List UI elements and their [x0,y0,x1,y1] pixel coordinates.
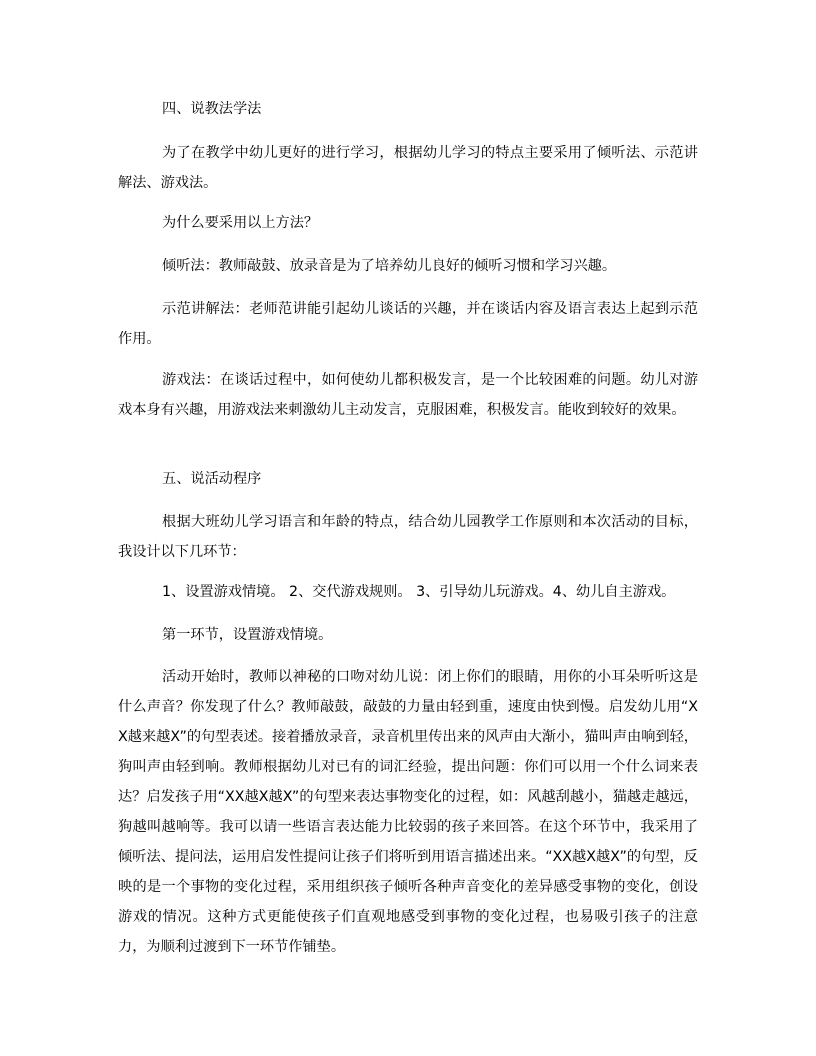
paragraph-game-method: 游戏法：在谈话过程中，如何使幼儿都积极发言，是一个比较困难的问题。幼儿对游戏本身有兴趣，用游戏法来刺激幼儿主动发言，克服困难，积极发言。能收到较好的效果。 [118,372,698,418]
section-heading-teaching-methods: 四、说教法学法 [162,101,262,117]
paragraph-listening-method: 倾听法：教师敲鼓、放录音是为了培养幼儿良好的倾听习惯和学习兴趣。 [162,258,617,274]
paragraph-step-list: 1、设置游戏情境。 2、交代游戏规则。 3、引导幼儿玩游戏。4、幼儿自主游戏。 [162,584,676,600]
paragraph-methods-intro: 为了在教学中幼儿更好的进行学习，根据幼儿学习的特点主要采用了倾听法、示范讲解法、游戏法。 [118,145,698,191]
paragraph-first-step-heading: 第一环节，设置游戏情境。 [162,627,333,643]
section-heading-activity-procedure: 五、说活动程序 [162,471,262,487]
paragraph-first-step-detail: 活动开始时，教师以神秘的口吻对幼儿说：闭上你们的眼睛，用你的小耳朵听听这是什么声音？你发现了什么？教师敲鼓，敲鼓的力量由轻到重，速度由快到慢。启发幼儿用“XX越来越X”的句型表述。接着播放录音，录音机里传出来的风声由大渐小，猫叫声由响到轻，狗叫声由轻到响。教师根据幼儿对已有的词汇经验，提出问题：你们可以用一个什么词来表达？启发孩子用“XX越X越X”的句型来表达事物变化的过程，如：风越刮越小，猫越走越远，狗越叫越响等。我可以请一些语言表达能力比较弱的孩子来回答。在这个环节中，我采用了倾听法、提问法，运用启发性提问让孩子们将听到用语言描述出来。“XX越X越X”的句型，反映的是一个事物的变化过程，采用组织孩子倾听各种声音变化的差异感受事物的变化，创设游戏的情况。这种方式更能使孩子们直观地感受到事物的变化过程，也易吸引孩子的注意力，为顺利过渡到下一环节作铺垫。 [118,669,698,955]
paragraph-demonstration-method: 示范讲解法：老师范讲能引起幼儿谈话的兴趣，并在谈话内容及语言表达上起到示范作用。 [118,301,698,347]
paragraph-why-methods: 为什么要采用以上方法？ [162,215,319,231]
paragraph-procedure-intro: 根据大班幼儿学习语言和年龄的特点，结合幼儿园教学工作原则和本次活动的目标，我设计以下几环节： [118,514,698,560]
